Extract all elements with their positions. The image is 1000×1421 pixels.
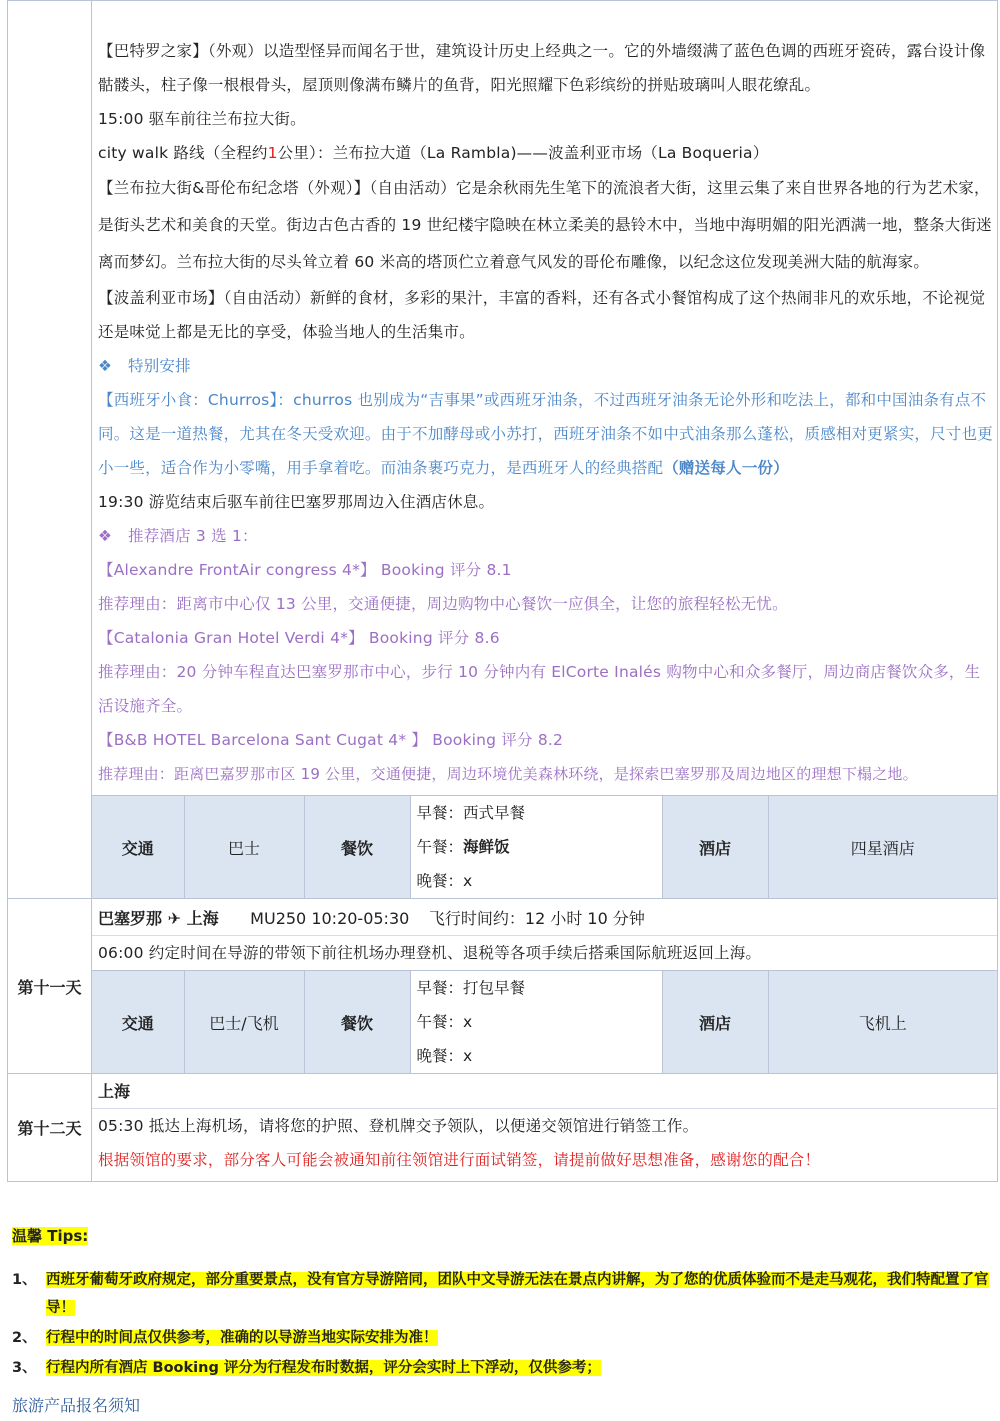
tip-text-3: 行程内所有酒店 Booking 评分为行程发布时数据，评分会实时上下浮动，仅供参考； — [46, 1360, 601, 1376]
churros-text: 【西班牙小食：Churros】：churros 也别成为“吉事果”或西班牙油条，不过西班牙油条无论外形和吃法上，都和中国油条有点不同。这是一道热餐，尤其在冬天受欢迎。由于不加酵母或小苏打，西班牙油条不如中式油条那么蓬松，质感相对更紧实，尺寸也更小一些，适合作为小零嘴，用手拿着吃。而油条裹巧克力，是西班牙人的经典搭配 — [98, 391, 993, 477]
day11-info-row — [92, 970, 997, 1073]
day10-label-cell — [8, 1, 92, 899]
meals-cell — [410, 971, 662, 1074]
meal-label: 餐饮 — [304, 971, 410, 1074]
itinerary-table — [7, 0, 998, 1182]
hotel-3: 【B&B HOTEL Barcelona Sant Cugat 4* 】 Booking 评分 8.2 — [98, 731, 564, 749]
tip-text — [46, 1266, 992, 1322]
hotel-label: 酒店 — [662, 796, 768, 899]
rambla-paragraph: 【兰布拉大街&哥伦布纪念塔（外观）】（自由活动）它是余秋雨先生笔下的流浪者大街，这里云集了来自世界各地的行为艺术家，是街头艺术和美食的天堂。街边古色古香的 19 世纪楼宇隐映在林立柔美的悬铃木中，当地中海明媚的阳光洒满一地，整条大街迷离而梦幻。兰布拉大街的尽头耸立着 60 米高的塔顶伫立着意气风发的哥伦布雕像，以纪念这位发现美洲大陆的航海家。 — [98, 179, 992, 271]
hotel-2: 【Catalonia Gran Hotel Verdi 4*】 Booking 评分 8.6 — [98, 629, 500, 647]
hotels-heading — [98, 519, 993, 553]
lunch-label: 午餐： — [416, 838, 464, 856]
batllo-paragraph: 【巴特罗之家】（外观）以造型怪异而闻名于世，建筑设计历史上经典之一。它的外墙缀满了蓝色色调的西班牙瓷砖，露台设计像骷髅头，柱子像一根根骨头，屋顶则像满布鳞片的鱼背，阳光照耀下色彩缤纷的拼贴玻璃叫人眼花缭乱。 — [98, 42, 986, 94]
city-walk-route — [98, 136, 993, 170]
tip-text — [46, 1354, 992, 1382]
hotel-value: 飞机上 — [768, 971, 997, 1074]
tip-item — [12, 1324, 992, 1352]
hotel-1: 【Alexandre FrontAir congress 4*】 Booking 评分 8.1 — [98, 561, 512, 579]
hotels-title: 推荐酒店 3 选 1： — [128, 527, 258, 545]
dinner: 晚餐：x — [416, 1047, 473, 1065]
transport-label: 交通 — [92, 796, 184, 899]
boqueria-paragraph: 【波盖利亚市场】（自由活动）新鲜的食材，多彩的果汁，丰富的香料，还有各式小餐馆构成了这个热闹非凡的欢乐地，不论视觉还是味觉上都是无比的享受，体验当地人的生活集市。 — [98, 289, 986, 341]
churros-paragraph — [98, 383, 993, 485]
route-to: 上海 — [186, 909, 219, 928]
flight-number: MU250 10:20-05:30 — [250, 909, 410, 928]
day11-route — [98, 903, 993, 935]
transport-value: 巴士/飞机 — [184, 971, 304, 1074]
lunch: 午餐：x — [416, 1013, 473, 1031]
transport-value: 巴士 — [184, 796, 304, 899]
city-walk-prefix: city walk 路线（全程约 — [98, 144, 268, 162]
hotel-3-reason: 推荐理由：距离巴嘉罗那市区 19 公里，交通便捷，周边环境优美森林环绕，是探索巴塞罗那及周边地区的理想下榻之地。 — [98, 765, 918, 783]
diamond-bullet-icon: ❖ — [98, 357, 113, 375]
route-from: 巴塞罗那 — [98, 909, 163, 928]
time-0530: 05:30 抵达上海机场，请将您的护照、登机牌交予领队，以便递交领馆进行销签工作。 — [98, 1117, 699, 1135]
lunch — [417, 830, 662, 864]
special-arrangement-title: 特别安排 — [128, 357, 191, 375]
tips-title-text: 温馨 Tips: — [12, 1227, 89, 1245]
city-walk-distance: 1 — [267, 144, 278, 162]
tip-text — [46, 1324, 992, 1352]
tip-item — [12, 1354, 992, 1382]
plane-icon: ✈ — [167, 909, 181, 928]
day10-row — [8, 1, 998, 899]
dinner: 晚餐：x — [416, 872, 473, 890]
hotel-value: 四星酒店 — [768, 796, 997, 899]
meals-cell — [410, 796, 662, 899]
special-arrangement-heading — [98, 349, 993, 383]
itinerary-page — [7, 0, 997, 1182]
tip-number: 3、 — [12, 1360, 37, 1376]
tip-text-2: 行程中的时间点仅供参考，准确的以导游当地实际安排为准！ — [46, 1330, 438, 1346]
time-0600: 06:00 约定时间在导游的带领下前往机场办理登机、退税等各项手续后搭乘国际航班返回上海。 — [98, 944, 762, 962]
transport-label: 交通 — [92, 971, 184, 1074]
meal-label: 餐饮 — [304, 796, 410, 899]
day11-label: 第十一天 — [8, 899, 92, 1074]
diamond-bullet-icon: ❖ — [98, 527, 113, 545]
day12-row — [8, 1074, 998, 1182]
time-1500: 15:00 驱车前往兰布拉大街。 — [98, 110, 306, 128]
day11-content — [92, 899, 998, 1074]
day12-content — [92, 1074, 998, 1182]
flight-duration: 飞行时间约：12 小时 10 分钟 — [428, 909, 645, 928]
breakfast: 早餐：打包早餐 — [416, 979, 526, 997]
churros-gift: （赠送每人一份） — [663, 459, 789, 477]
tip-text-1: 西班牙葡萄牙政府规定，部分重要景点，没有官方导游陪同，团队中文导游无法在景点内讲解，为了您的优质体验而不是走马观花，我们特配置了官导！ — [46, 1272, 989, 1316]
day10-content — [92, 1, 998, 899]
hotel-2-reason: 推荐理由：20 分钟车程直达巴塞罗那市中心，步行 10 分钟内有 ElCorte Inalés 购物中心和众多餐厅，周边商店餐饮众多，生活设施齐全。 — [98, 663, 981, 715]
hotel-label: 酒店 — [662, 971, 768, 1074]
hotel-1-reason: 推荐理由：距离市中心仅 13 公里，交通便捷，周边购物中心餐饮一应俱全，让您的旅程轻松无忧。 — [98, 595, 788, 613]
day10-info-row — [92, 795, 997, 898]
lunch-value: 海鲜饭 — [463, 838, 510, 856]
tips-title — [12, 1222, 992, 1250]
day12-label: 第十二天 — [8, 1074, 92, 1182]
tip-item — [12, 1266, 992, 1322]
tips-section — [12, 1222, 992, 1382]
day12-city: 上海 — [98, 1082, 131, 1101]
breakfast: 早餐：西式早餐 — [416, 804, 526, 822]
footer-link[interactable]: 旅游产品报名须知 — [12, 1396, 141, 1415]
time-1930: 19:30 游览结束后驱车前往巴塞罗那周边入住酒店休息。 — [98, 493, 495, 511]
tip-number: 1、 — [12, 1272, 37, 1288]
day11-row — [8, 899, 998, 1074]
city-walk-suffix: 公里）：兰布拉大道（La Rambla)——波盖利亚市场（La Boqueria） — [277, 144, 769, 162]
tip-number: 2、 — [12, 1330, 37, 1346]
consulate-notice: 根据领馆的要求，部分客人可能会被通知前往领馆进行面试销签，请提前做好思想准备，感谢您的配合！ — [98, 1151, 821, 1169]
